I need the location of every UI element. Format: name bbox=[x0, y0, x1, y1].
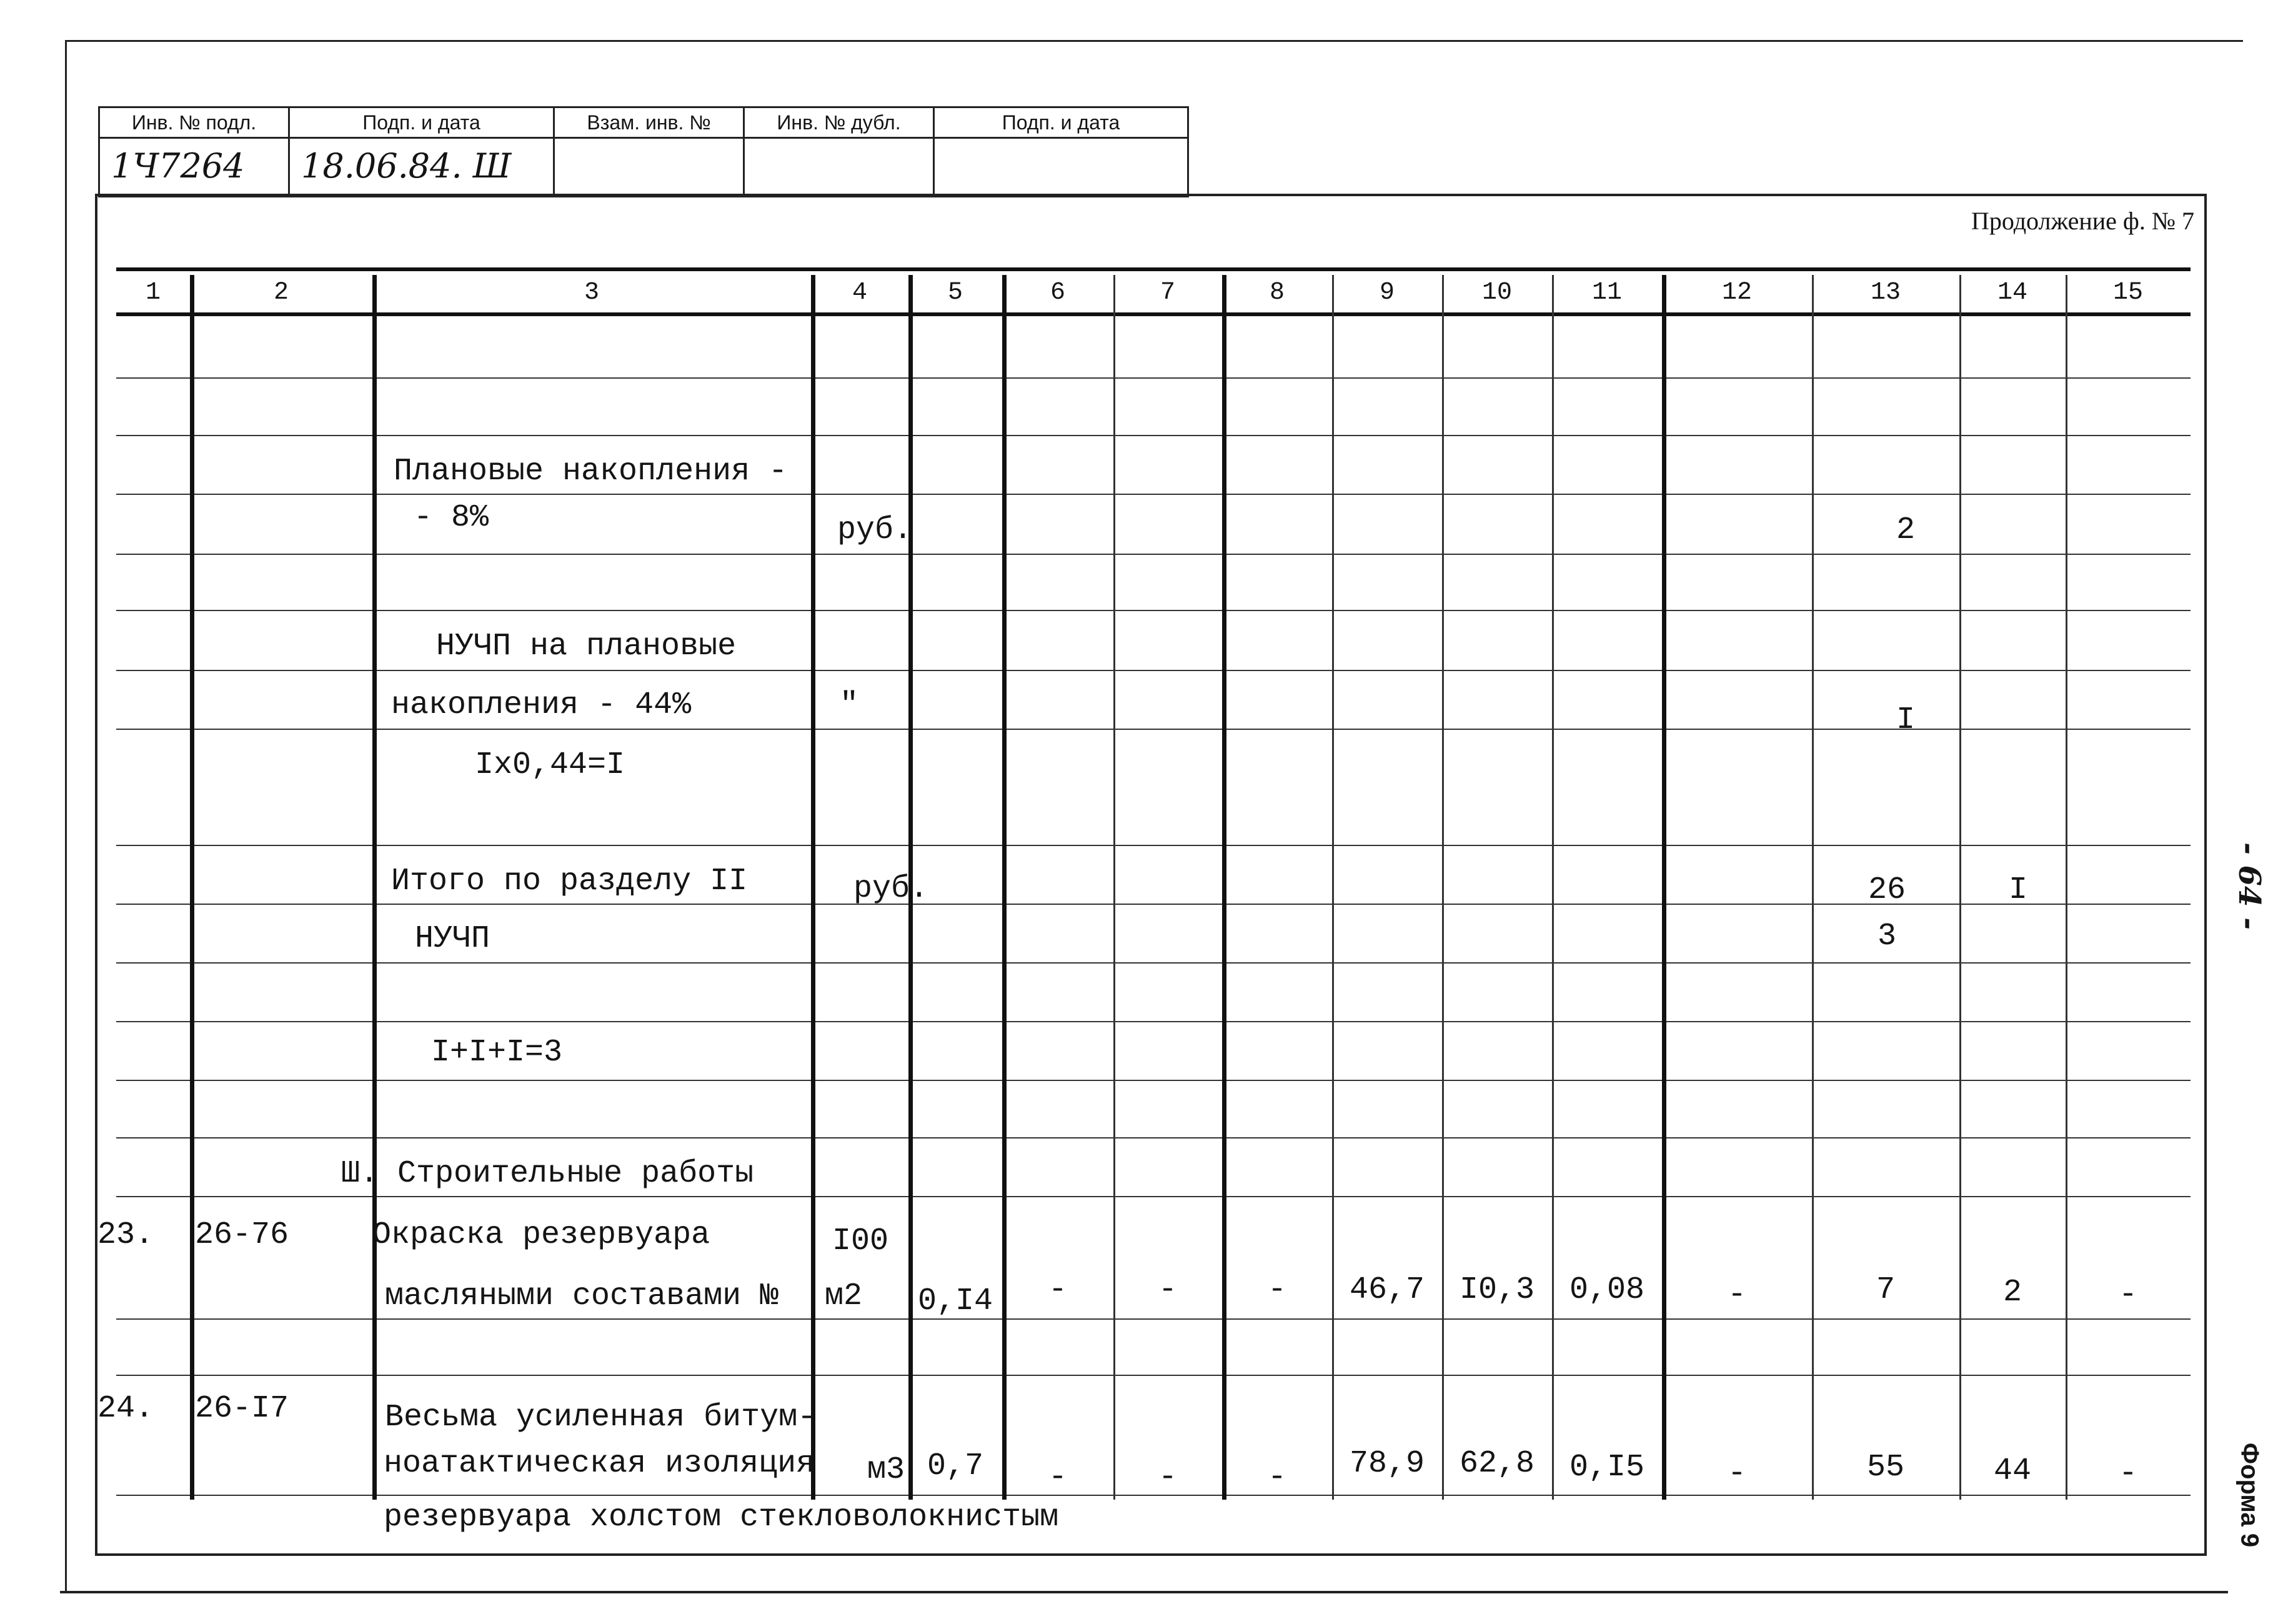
sheet-frame-bottom bbox=[60, 1591, 2228, 1593]
nuchp-planned-col13: I bbox=[1896, 702, 1915, 738]
section-total-formula: I+I+I=3 bbox=[431, 1035, 563, 1070]
nuchp-planned-formula: Ix0,44=I bbox=[475, 747, 625, 783]
inner-frame-bottom bbox=[95, 1553, 2207, 1556]
stamp-header-inv-dubl: Инв. № дубл. bbox=[745, 108, 935, 137]
row-23-col9: 46,7 bbox=[1349, 1272, 1425, 1308]
col-number-5: 5 bbox=[947, 279, 963, 307]
page-number-side: - 64 - bbox=[2232, 842, 2267, 930]
row-24-col15: - bbox=[2118, 1456, 2137, 1492]
section-total-nuchp: НУЧП bbox=[415, 921, 490, 957]
sheet-frame-top bbox=[65, 40, 2243, 42]
col-number-4: 4 bbox=[852, 279, 867, 307]
continuation-label: Продолжение ф. № 7 bbox=[1971, 207, 2194, 235]
row-23-col10: I0,3 bbox=[1459, 1272, 1535, 1308]
col-number-1: 1 bbox=[145, 279, 161, 307]
row-rule bbox=[116, 1137, 2191, 1138]
stamp-header-vzam-inv: Взам. инв. № bbox=[555, 108, 745, 137]
col-rule-2 bbox=[190, 275, 194, 1500]
row-24-col10: 62,8 bbox=[1459, 1446, 1535, 1482]
stamp-value-vzam-inv bbox=[555, 139, 745, 196]
inner-frame-right bbox=[2204, 194, 2207, 1556]
col-number-13: 13 bbox=[1870, 279, 1901, 307]
row-23-unit-2: м2 bbox=[825, 1278, 863, 1314]
col-rule-13 bbox=[1812, 275, 1814, 1500]
col-rule-7 bbox=[1113, 275, 1115, 1500]
stamp-header-inv-podl: Инв. № подл. bbox=[100, 108, 290, 137]
row-rule bbox=[116, 1021, 2191, 1022]
row-23-col7: - bbox=[1158, 1272, 1177, 1308]
row-rule bbox=[116, 377, 2191, 379]
col-number-15: 15 bbox=[2112, 279, 2143, 307]
row-24-col5: 0,7 bbox=[927, 1448, 983, 1484]
row-rule bbox=[116, 554, 2191, 555]
col-rule-3 bbox=[372, 275, 377, 1500]
row-24-col12: - bbox=[1727, 1456, 1746, 1492]
col-number-8: 8 bbox=[1269, 279, 1285, 307]
row-rule bbox=[116, 1375, 2191, 1376]
col-rule-8 bbox=[1222, 275, 1226, 1500]
row-24-col11: 0,I5 bbox=[1569, 1450, 1645, 1485]
row-24-unit-2: м3 bbox=[867, 1452, 905, 1488]
nuchp-planned-line: НУЧП на плановые bbox=[436, 629, 737, 664]
col-rule-14 bbox=[1959, 275, 1961, 1500]
col-number-2: 2 bbox=[273, 279, 289, 307]
row-24-name-1: Весьма усиленная битум- bbox=[385, 1400, 817, 1435]
sheet-frame-left bbox=[65, 40, 67, 1592]
nuchp-planned-percent: накопления - 44% bbox=[391, 687, 692, 723]
row-rule bbox=[116, 1318, 2191, 1320]
stamp-header-row bbox=[100, 108, 1187, 139]
row-23-col15: - bbox=[2118, 1277, 2137, 1313]
row-23-number: 23. bbox=[97, 1217, 154, 1253]
section-total-col13: 26 bbox=[1868, 872, 1906, 908]
col-number-11: 11 bbox=[1591, 279, 1622, 307]
row-23-col13: 7 bbox=[1876, 1272, 1895, 1308]
row-24-code: 26-I7 bbox=[195, 1391, 289, 1427]
row-23-name-2: масляными составами № bbox=[385, 1278, 779, 1314]
stamp-value-sign-date-2 bbox=[935, 139, 1187, 196]
header-rule-top bbox=[116, 267, 2191, 271]
row-24-col13: 55 bbox=[1866, 1450, 1904, 1485]
row-rule bbox=[116, 962, 2191, 964]
row-24-col9: 78,9 bbox=[1349, 1446, 1425, 1482]
section-total-nuchp-col13: 3 bbox=[1877, 919, 1896, 954]
row-23-col5: 0,I4 bbox=[917, 1283, 993, 1319]
row-rule bbox=[116, 1196, 2191, 1197]
section-iii-title: Ш. Строительные работы bbox=[341, 1156, 754, 1192]
stamp-header-sign-date-2: Подп. и дата bbox=[1002, 111, 1120, 134]
inner-frame-left bbox=[95, 194, 97, 1556]
row-24-col6: - bbox=[1048, 1460, 1067, 1495]
row-23-name-1: Окраска резервуара bbox=[372, 1217, 710, 1253]
stamp-value-sign-date: 18.06.84. Ш bbox=[290, 139, 555, 196]
section-total-col14: I bbox=[2008, 872, 2027, 908]
section-total-unit: руб. bbox=[853, 871, 929, 907]
stamp-value-inv-podl: 1Ч7264 bbox=[100, 139, 290, 196]
row-24-col14: 44 bbox=[1993, 1453, 2031, 1489]
row-23-col8: - bbox=[1267, 1272, 1286, 1308]
col-rule-12 bbox=[1662, 275, 1666, 1500]
row-23-code: 26-76 bbox=[195, 1217, 289, 1253]
header-rule-bottom bbox=[116, 312, 2191, 316]
stamp-header-sign-date: Подп. и дата bbox=[290, 108, 555, 137]
row-24-name-3: резервуара холстом стекловолокнистым bbox=[384, 1500, 1059, 1535]
col-rule-6 bbox=[1002, 275, 1007, 1500]
nuchp-planned-unit: " bbox=[840, 687, 859, 723]
approval-stamp bbox=[98, 106, 1189, 197]
col-number-9: 9 bbox=[1379, 279, 1395, 307]
row-23-col14: 2 bbox=[2002, 1275, 2022, 1310]
col-number-3: 3 bbox=[584, 279, 599, 307]
form-number-side: Форма 9 bbox=[2236, 1442, 2264, 1548]
section-total-line: Итого по разделу II bbox=[391, 864, 748, 899]
planned-savings-unit: руб. bbox=[837, 512, 913, 548]
stamp-value-inv-dubl bbox=[745, 139, 935, 196]
row-24-col7: - bbox=[1158, 1460, 1177, 1495]
col-rule-11 bbox=[1552, 275, 1554, 1500]
col-rule-15 bbox=[2066, 275, 2067, 1500]
planned-savings-line: Плановые накопления - bbox=[394, 454, 788, 489]
planned-savings-col13: 2 bbox=[1896, 512, 1915, 548]
col-number-7: 7 bbox=[1160, 279, 1175, 307]
row-24-number: 24. bbox=[97, 1391, 154, 1427]
col-number-14: 14 bbox=[1997, 279, 2027, 307]
col-rule-9 bbox=[1332, 275, 1334, 1500]
stamp-value-row bbox=[100, 139, 1187, 196]
col-number-12: 12 bbox=[1721, 279, 1752, 307]
col-rule-10 bbox=[1442, 275, 1444, 1500]
col-rule-4 bbox=[811, 275, 815, 1500]
row-rule bbox=[116, 1080, 2191, 1081]
row-23-col6: - bbox=[1048, 1272, 1067, 1308]
row-24-name-2: ноатактическая изоляция bbox=[384, 1446, 815, 1482]
row-23-col12: - bbox=[1727, 1277, 1746, 1313]
row-rule bbox=[116, 435, 2191, 436]
col-number-10: 10 bbox=[1481, 279, 1512, 307]
row-23-unit-1: I00 bbox=[832, 1223, 889, 1259]
row-rule bbox=[116, 610, 2191, 611]
row-24-col8: - bbox=[1267, 1460, 1286, 1495]
planned-savings-percent: - 8% bbox=[414, 500, 489, 536]
row-rule bbox=[116, 845, 2191, 846]
row-rule bbox=[116, 670, 2191, 671]
row-23-col11: 0,08 bbox=[1569, 1272, 1645, 1308]
col-number-6: 6 bbox=[1050, 279, 1065, 307]
row-rule bbox=[116, 494, 2191, 495]
